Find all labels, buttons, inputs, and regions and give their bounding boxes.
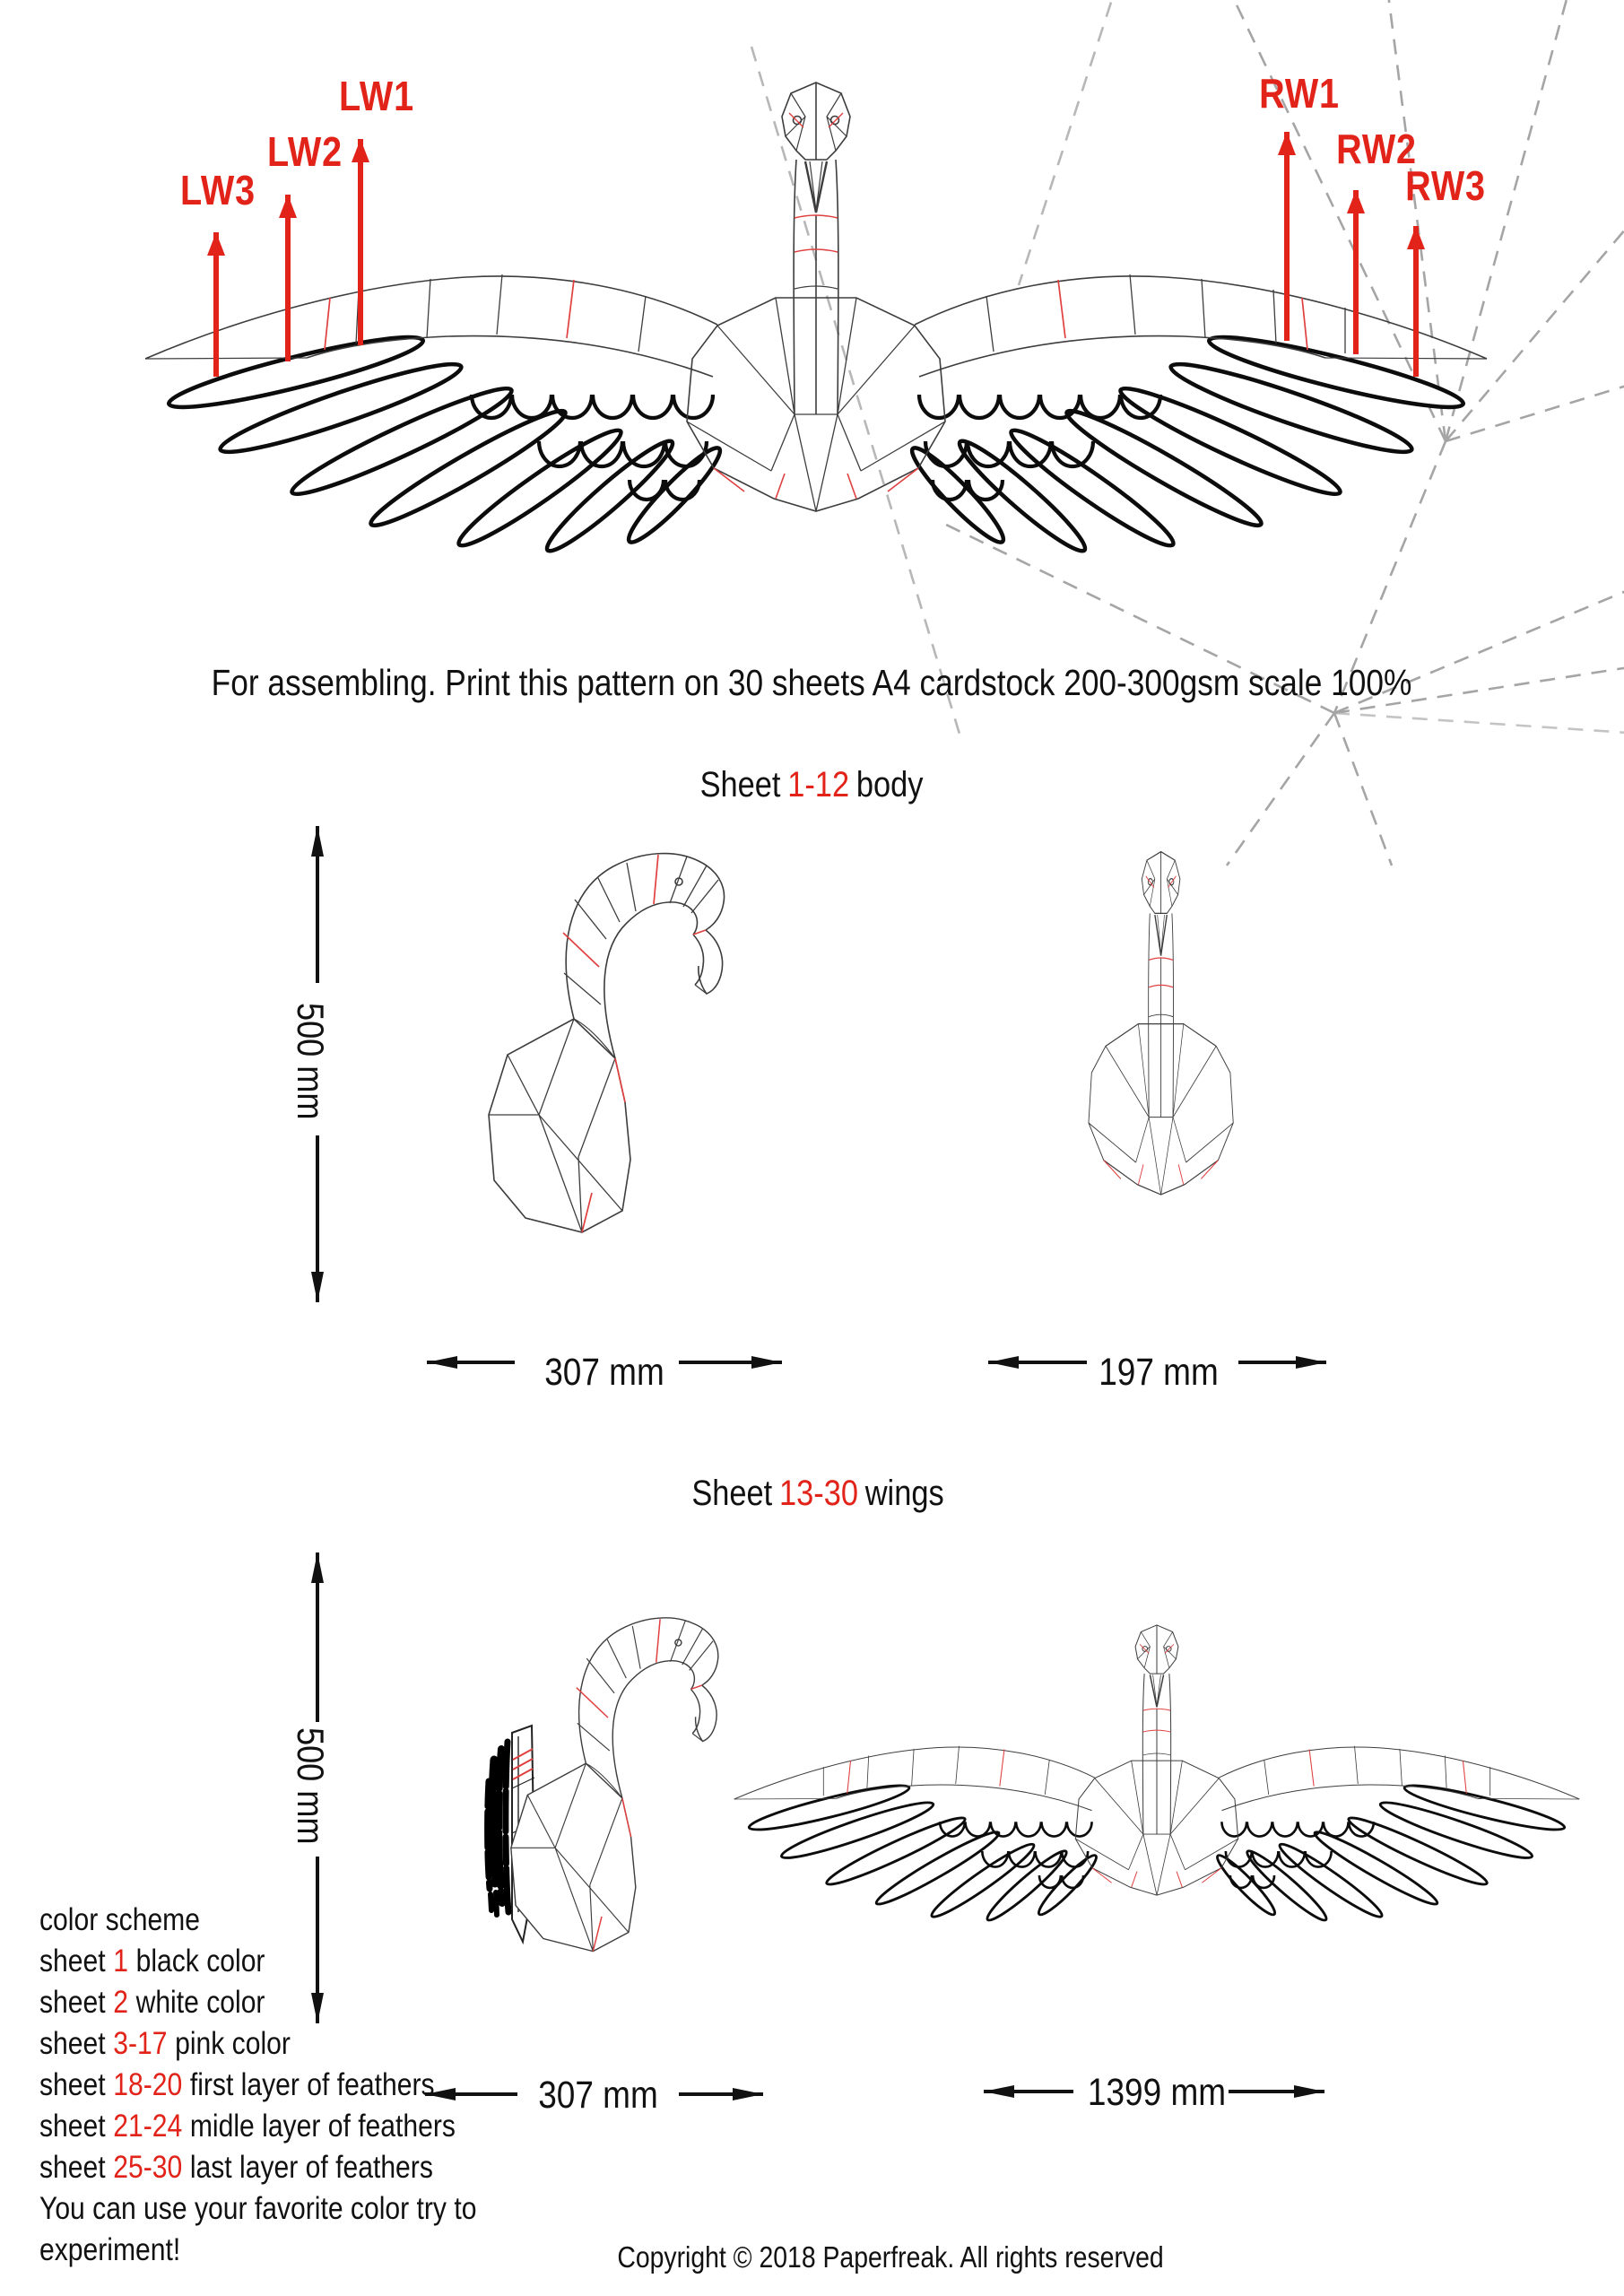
section-title-body-label: body [855, 765, 924, 804]
wing-marker-rw2: RW2 [1336, 126, 1417, 172]
dim-wingspan: 1399 mm [1087, 2071, 1227, 2114]
body-front-view [1089, 852, 1233, 1195]
color-scheme-row [39, 2106, 476, 2147]
wing-marker-lw3: LW3 [180, 167, 256, 213]
section-title-wings-range: 13-30 [778, 1474, 858, 1513]
row-sheet-number: 25-30 [113, 2150, 183, 2185]
row-description: white color [135, 1985, 265, 2020]
color-scheme-row [39, 1982, 476, 2023]
wing-marker-lw1: LW1 [339, 73, 414, 119]
row-prefix: sheet [39, 2067, 106, 2102]
row-prefix: sheet [39, 2026, 106, 2061]
color-scheme-row [39, 2147, 476, 2188]
wing-marker-rw3: RW3 [1405, 162, 1486, 209]
wing-marker-lw2: LW2 [267, 128, 343, 175]
row-sheet-number: 21-24 [113, 2109, 183, 2144]
section-title-wings [691, 1474, 943, 1514]
row-prefix: sheet [39, 2109, 106, 2144]
row-prefix: sheet [39, 1985, 106, 2020]
wings-side-view [511, 1618, 718, 1952]
section-title-body-word: Sheet [699, 765, 781, 804]
section-title-wings-word: Sheet [691, 1474, 773, 1513]
row-sheet-number: 3-17 [113, 2026, 168, 2061]
dim-width-body-front: 197 mm [1099, 1351, 1219, 1394]
row-description: midle layer of feathers [189, 2109, 456, 2144]
color-scheme-title: color scheme [39, 1902, 201, 1937]
wing-marker-rw1: RW1 [1259, 70, 1340, 117]
dim-width-wings-side: 307 mm [538, 2074, 658, 2117]
section-title-body [700, 765, 924, 805]
wings-front-view [734, 1625, 1579, 1926]
color-scheme-note-2: experiment! [39, 2232, 181, 2267]
row-sheet-number: 1 [113, 1944, 128, 1979]
row-prefix: sheet [39, 1944, 106, 1979]
row-sheet-number: 2 [113, 1985, 128, 2020]
row-description: black color [135, 1944, 265, 1979]
row-description: pink color [175, 2026, 291, 2061]
row-prefix: sheet [39, 2150, 106, 2185]
dim-height-wings: 500 mm [290, 1727, 332, 1845]
section-title-body-range: 1-12 [787, 765, 850, 804]
row-description: first layer of feathers [189, 2067, 435, 2102]
copyright-line: Copyright © 2018 Paperfreak. All rights reserved [617, 2240, 1164, 2274]
color-scheme [39, 1900, 476, 2271]
row-sheet-number: 18-20 [113, 2067, 183, 2102]
row-description: last layer of feathers [189, 2150, 433, 2185]
color-scheme-row [39, 1941, 476, 1982]
dim-height-body: 500 mm [290, 1003, 332, 1120]
print-instruction: For assembling. Print this pattern on 30 sheets A4 cardstock 200-300gsm scale 100% [211, 662, 1412, 703]
color-scheme-note-1: You can use your favorite color try to [39, 2191, 477, 2226]
color-scheme-row [39, 2065, 476, 2106]
section-title-wings-label: wings [864, 1474, 944, 1513]
dim-width-body-side: 307 mm [544, 1351, 664, 1394]
color-scheme-row [39, 2023, 476, 2065]
body-side-view [489, 854, 725, 1232]
feather-scribble [488, 1742, 508, 1915]
